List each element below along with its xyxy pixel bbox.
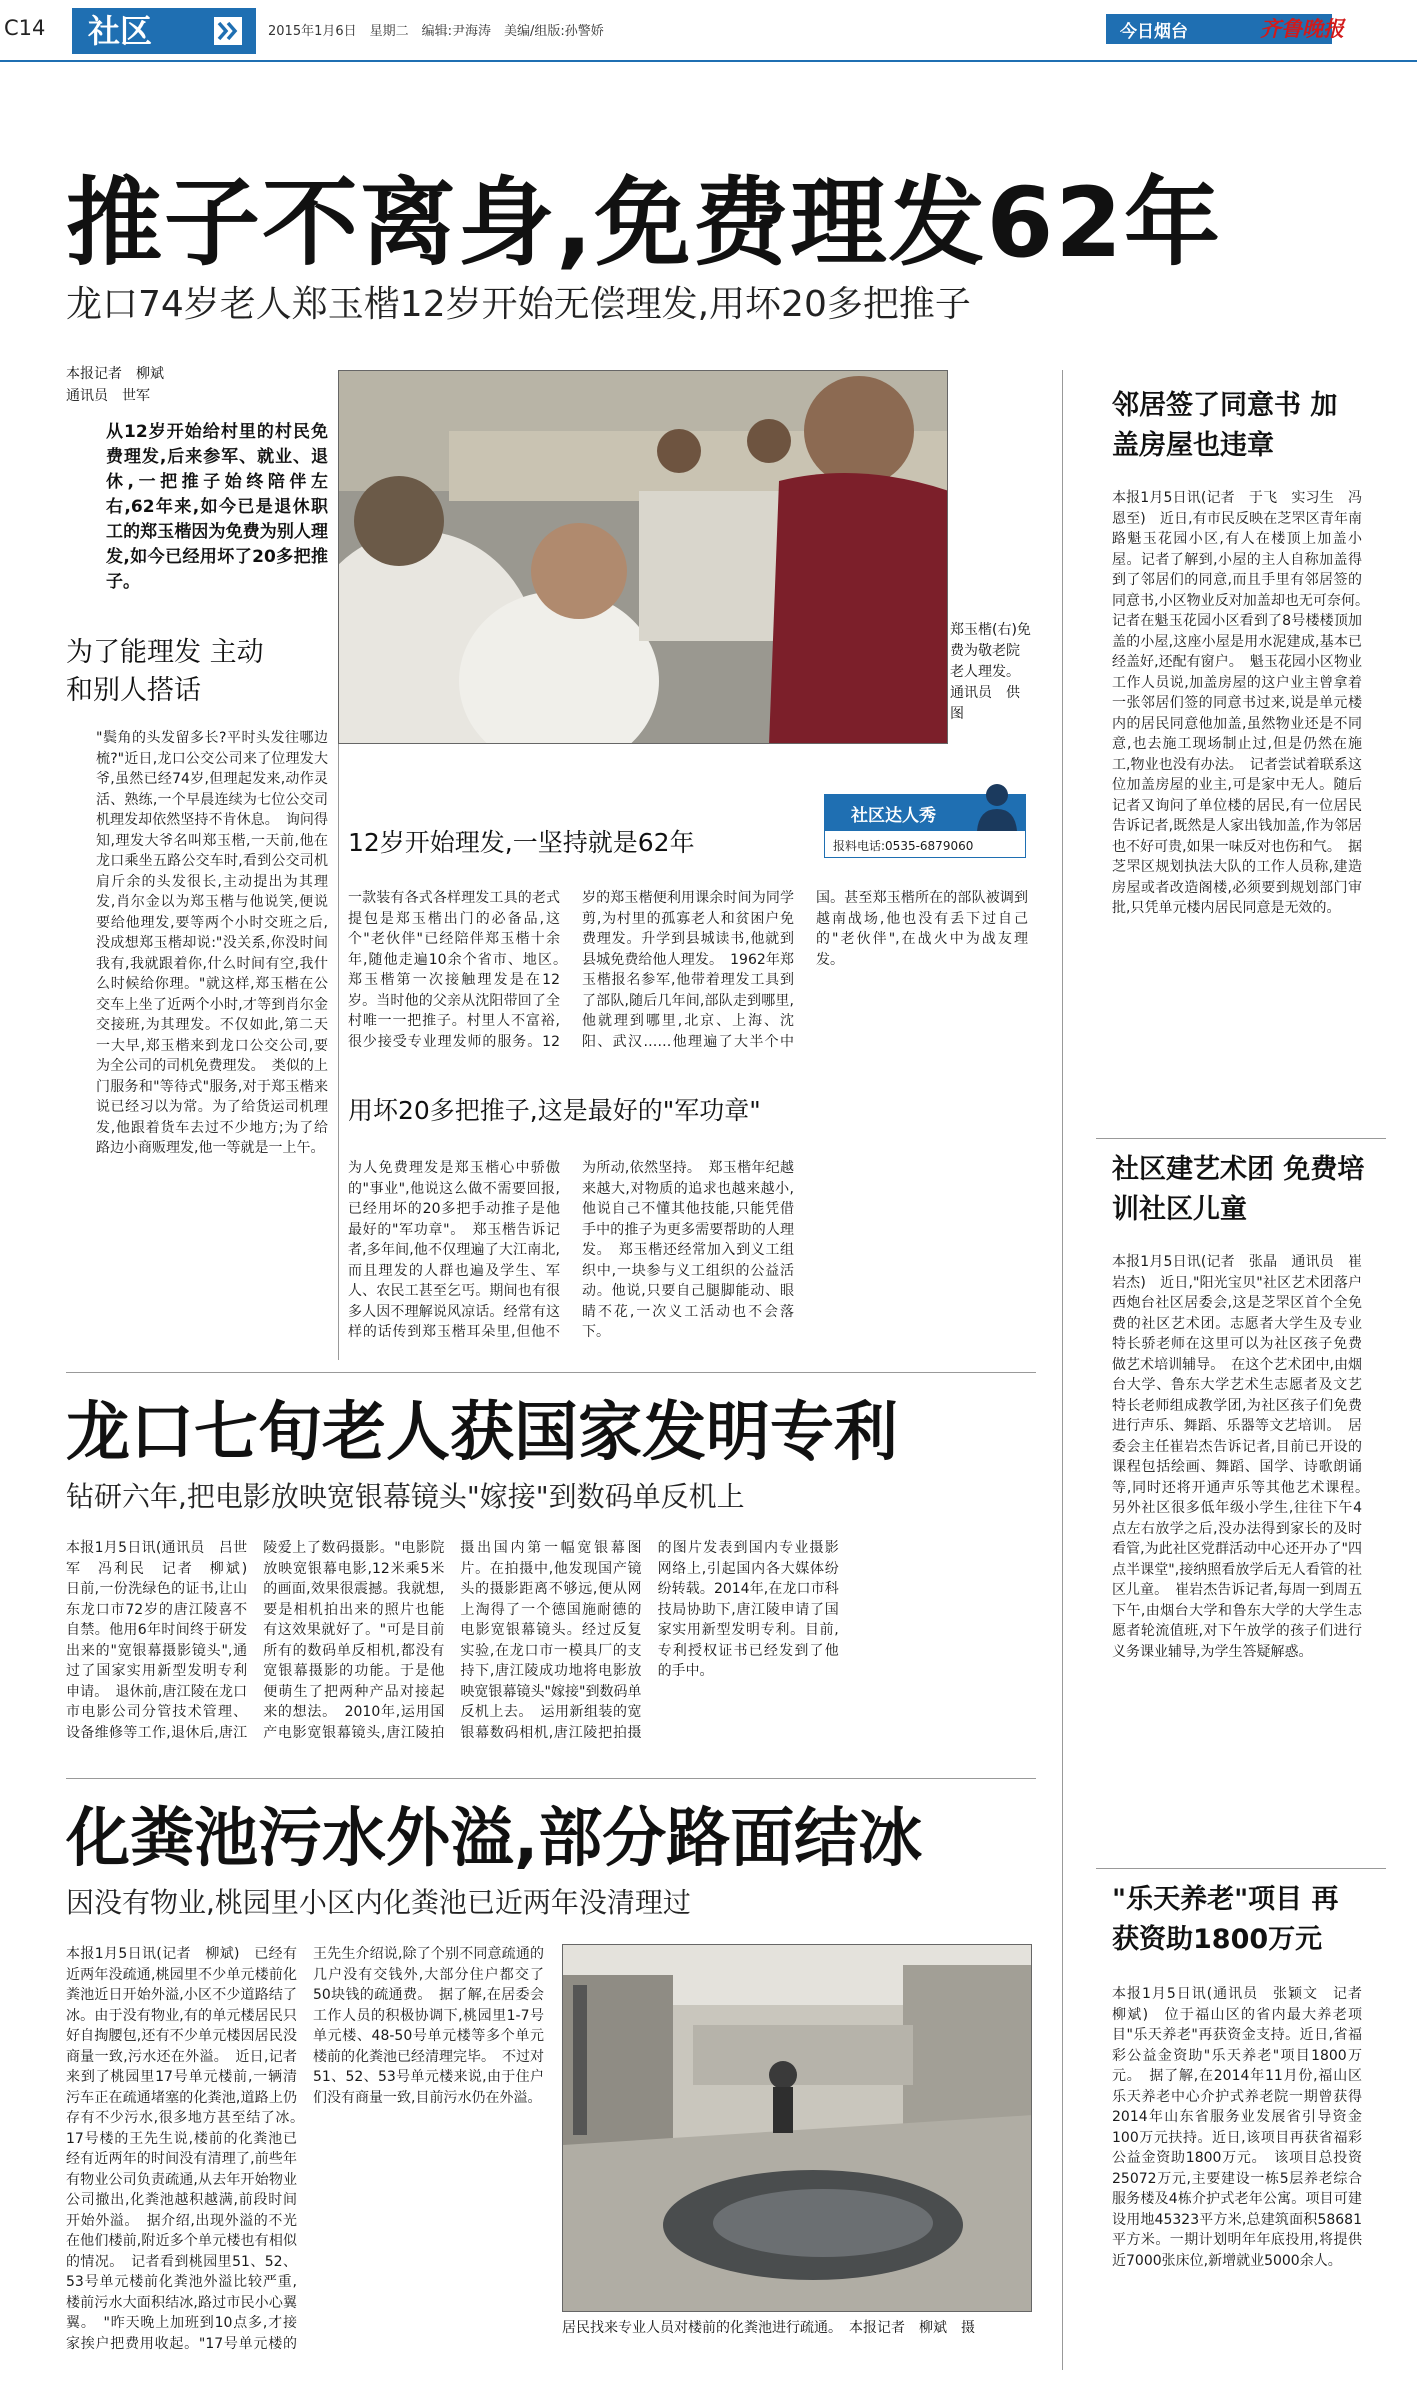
septic-text: 本报1月5日讯(记者 柳斌) 已经有近两年没疏通,桃园里不少单元楼前化粪池近日开始外溢,小区不少道路结了冰。由于没有物业,有的单元楼居民只好自掏腰包,还有不少单元楼因居民没商量一致,污水还在外溢。 近日,记者来到了桃园里17号单元楼前,一辆清污车正在疏通堵塞的化粪池,道路上仍存有不少污水,很多地方甚至结了冰。 17号楼的王先生说,楼前的化粪池已经有近两年的时间没有清理了,前些年有物业公司负责疏通,从去年开始物业公司撤出,化粪池越积越满,前段时间开始外溢。 据介绍,出现外溢的不光在他们楼前,附近多个单元楼也有相似的情况。 记者看到桃园里51、52、53号单元楼前化粪池外溢比较严重,楼前污水大面积结冰,路过市民小心翼翼。 "昨天晚上加班到10点多,才接家挨户把费用收起。"17号单元楼的王先生介绍说,除了个别不同意疏通的几户没有交钱外,大部分住户都交了50块钱的疏通费。 据了解,在居委会工作人员的积极协调下,桃园里1-7号单元楼、48-50号单元楼等多个单元楼前的化粪池已经清理完毕。 不过对51、52、53号单元楼来说,由于住户们没有商量一致,目前污水仍在外溢。 [66, 1946, 544, 2352]
patent-headline: 龙口七旬老人获国家发明专利 [66, 1396, 898, 1470]
lead-headline: 推子不离身,免费理发62年 [66, 167, 1223, 279]
right-story1-text: 本报1月5日讯(记者 于飞 实习生 冯恩至) 近日,有市民反映在芝罘区青年南路魁玉花园小区,有人在楼顶上加盖小屋。记者了解到,小屋的主人自称加盖得到了邻居们的同意,而且手里有邻居签的同意书,小区物业反对加盖却也无可奈何。 记者在魁玉花园小区看到了8号楼楼顶加盖的小屋,这座小屋是用水泥建成,基本已经盖好,还配有窗户。 魁玉花园小区物业工作人员说,加盖房屋的这户业主曾拿着一张邻居们签的同意书过来,说是单元楼内的居民同意他加盖,虽然物业还是不同意,也去施工现场制止过,但是仍然在施工,物业也没有办法。 记者尝试着联系这位加盖房屋的业主,可是家中无人。随后记者又询问了单位楼的居民,有一位居民告诉记者,既然是人家出钱加盖,作为邻居也不好可贵,如果一味反对也伤和气。 据芝罘区规划执法大队的工作人员称,建造房屋或者改造阁楼,必须要到规划部门审批,只凭单元楼内居民同意是无效的。 [1112, 490, 1376, 916]
double-chevron-icon [214, 17, 242, 45]
patent-text: 本报1月5日讯(通讯员 吕世军 冯利民 记者 柳斌) 日前,一份洗绿色的证书,让山东龙口市72岁的唐江陵喜不自禁。他用6年时间终于研发出来的"宽银幕摄影镜头",通过了国家实用新型发明专利申请。 退休前,唐江陵在龙口市电影公司分管技术管理、设备维修等工作,退休后,唐江陵爱上了数码摄影。"电影院放映宽银幕电影,12米乘5米的画面,效果很震撼。我就想,要是相机拍出来的照片也能有这效果就好了。"可是目前所有的数码单反相机,都没有宽银幕摄影的功能。于是他便萌生了把两种产品对接起来的想法。 2010年,运用国产电影宽银幕镜头,唐江陵拍摄出国内第一幅宽银幕图片。在拍摄中,他发现国产镜头的摄影距离不够远,便从网上淘得了一个德国施耐德的电影宽银幕镜头。经过反复实验,在龙口市一模具厂的支持下,唐江陵成功地将电影放映宽银幕镜头"嫁接"到数码单反机上去。 运用新组装的宽银幕数码相机,唐江陵把拍摄的图片发表到国内专业摄影网络上,引起国内各大媒体纷纷转载。2014年,在龙口市科技局协助下,唐江陵申请了国家实用新型发明专利。目前,专利授权证书已经发到了他的手中。 [66, 1540, 839, 1741]
lead-section2-title: 12岁开始理发,一坚持就是62年 [348, 828, 695, 857]
column-name: 今日烟台 [1120, 22, 1188, 42]
septic-subheadline: 因没有物业,桃园里小区内化粪池已近两年没清理过 [66, 1886, 691, 1919]
person-silhouette-icon [975, 781, 1019, 831]
header-meta: 2015年1月6日 星期二 编辑:尹海涛 美编/组版:孙警娇 [268, 24, 604, 39]
lead-byline-reporter: 本报记者 柳斌 [66, 366, 164, 382]
lead-section1-title: 为了能理发 主动和别人搭话 [66, 637, 264, 706]
brand-logo: 齐鲁晚报 [1260, 16, 1344, 41]
right-story1-title: 邻居签了同意书 加盖房屋也违章 [1112, 390, 1338, 461]
hotline: 报料电话:0535-6879060 [833, 839, 974, 853]
lead-intro: 从12岁开始给村里的村民免费理发,后来参军、就业、退休,一把推子始终陪伴左右,62年来,如今已是退休职工的郑玉楷因为免费为别人理发,如今已经用坏了20多把推子。 [106, 422, 328, 592]
septic-photo-caption: 居民找来专业人员对楼前的化粪池进行疏通。 本报记者 柳斌 摄 [562, 2320, 975, 2336]
page-header [0, 0, 1417, 62]
column-label: 社区达人秀 [851, 806, 936, 826]
lead-section3-title: 用坏20多把推子,这是最好的"军功章" [348, 1096, 761, 1125]
lead-section3-text: 为人免费理发是郑玉楷心中骄傲的"事业",他说这么做不需要回报,已经用坏的20多把手动推子是他最好的"军功章"。 郑玉楷告诉记者,多年间,他不仅理遍了大江南北,而且理发的人群也遍及学生、军人、农民工甚至乞丐。期间也有很多人因不理解说风凉话。经常有这样的话传到郑玉楷耳朵里,但他不为所动,依然坚持。 郑玉楷年纪越来越大,对物质的追求也越来越小,他说自己不懂其他技能,只能凭借手中的推子为更多需要帮助的人理发。 郑玉楷还经常加入到义工组织中,一块参与义工组织的公益活动。他说,只要自己腿脚能动、眼睛不花,一次义工活动也不会落下。 [348, 1160, 794, 1340]
right-story2-title: 社区建艺术团 免费培训社区儿童 [1112, 1154, 1365, 1225]
section-block [72, 8, 256, 54]
community-talent-badge [824, 794, 1026, 858]
patent-subheadline: 钻研六年,把电影放映宽银幕镜头"嫁接"到数码单反机上 [66, 1480, 745, 1513]
lead-section2-text: 一款装有各式各样理发工具的老式提包是郑玉楷出门的必备品,这个"老伙伴"已经陪伴郑玉楷十余年,随他走遍10余个省市、地区。 郑玉楷第一次接触理发是在12岁。当时他的父亲从沈阳带回了全村唯一一把推子。村里人不富裕,很少接受专业理发师的服务。12岁的郑玉楷便利用课余时间为同学剪,为村里的孤寡老人和贫困户免费理发。升学到县城读书,他就到县城免费给他人理发。 1962年郑玉楷报名参军,他带着理发工具到了部队,随后几年间,部队走到哪里,他就理到哪里,北京、上海、沈阳、武汉……他理遍了大半个中国。甚至郑玉楷所在的部队被调到越南战场,他也没有丢下过自己的"老伙伴",在战火中为战友理发。 [348, 890, 1028, 1050]
septic-photo [562, 1944, 1032, 2312]
section-name: 社区 [88, 12, 153, 50]
septic-headline: 化粪池污水外溢,部分路面结冰 [66, 1802, 923, 1876]
page-number: C14 [4, 16, 46, 40]
lead-byline-correspondent: 通讯员 世军 [66, 388, 150, 404]
lead-section1-text: "鬓角的头发留多长?平时头发往哪边梳?"近日,龙口公交公司来了位理发大爷,虽然已经74岁,但理起发来,动作灵活、熟练,一个早晨连续为七位公交司机理发却依然坚持不肯休息。 询问得知,理发大爷名叫郑玉楷,一天前,他在龙口乘坐五路公交车时,看到公交司机肩斤余的头发很长,主动提出为其理发,肖尔金以为郑玉楷与他说笑,便说要给他理发,要等两个小时交班之后,没成想郑玉楷却说:"没关系,你没时间我有,我就跟着你,什么时间有空,我什么时候给你理。"就这样,郑玉楷在公交车上坐了近两个小时,才等到肖尔金交接班,为其理发。不仅如此,第二天一大早,郑玉楷来到龙口公交公司,要为全公司的司机免费理发。 类似的上门服务和"等待式"服务,对于郑玉楷来说已经习以为常。为了给货运司机理发,他跟着货车去过不少地方;为了给路边小商贩理发,他一等就是一上午。 [96, 730, 328, 1156]
barber-photo-caption: 郑玉楷(右)免费为敬老院老人理发。 通讯员 供图 [950, 622, 1031, 722]
lead-subheadline: 龙口74岁老人郑玉楷12岁开始无偿理发,用坏20多把推子 [66, 284, 971, 325]
barber-photo [338, 370, 948, 744]
right-story3-text: 本报1月5日讯(通讯员 张颖文 记者 柳斌) 位于福山区的省内最大养老项目"乐天养老"再获资金支持。近日,省福彩公益金资助"乐天养老"项目1800万元。 据了解,在2014年11月份,福山区乐天养老中心介护式养老院一期曾获得2014年山东省服务业发展省引导资金100万元扶持。近日,该项目再获省福彩公益金资助1800万元。 该项目总投资25072万元,主要建设一栋5层养老综合服务楼及4栋介护式老年公寓。项目可建设用地45323平方米,总建筑面积58681平方米。一期计划明年年底投用,将提供近7000张床位,新增就业5000余人。 [1112, 1986, 1376, 2269]
right-story2-text: 本报1月5日讯(记者 张晶 通讯员 崔岩杰) 近日,"阳光宝贝"社区艺术团落户西炮台社区居委会,这是芝罘区首个全免费的社区艺术团。志愿者大学生及专业特长骄老师在这里可以为社区孩子免费做艺术培训辅导。 在这个艺术团中,由烟台大学、鲁东大学艺术生志愿者及文艺特长老师组成教学团,为社区孩子们免费进行声乐、舞蹈、乐器等文艺培训。 居委会主任崔岩杰告诉记者,目前已开设的课程包括绘画、舞蹈、国学、诗歌朗诵等,同时还将开通声乐等其他艺术课程。 另外社区很多低年级小学生,往往下午4点左右放学之后,没办法得到家长的及时看管,为此社区党群活动中心还开办了"四点半课堂",接纳照看放学后无人看管的社区儿童。 崔岩杰告诉记者,每周一到周五下午,由烟台大学和鲁东大学的大学生志愿者轮流值班,对下午放学的孩子们进行义务课业辅导,为学生答疑解惑。 [1112, 1254, 1376, 1660]
right-story3-title: "乐天养老"项目 再获资助1800万元 [1112, 1884, 1339, 1955]
